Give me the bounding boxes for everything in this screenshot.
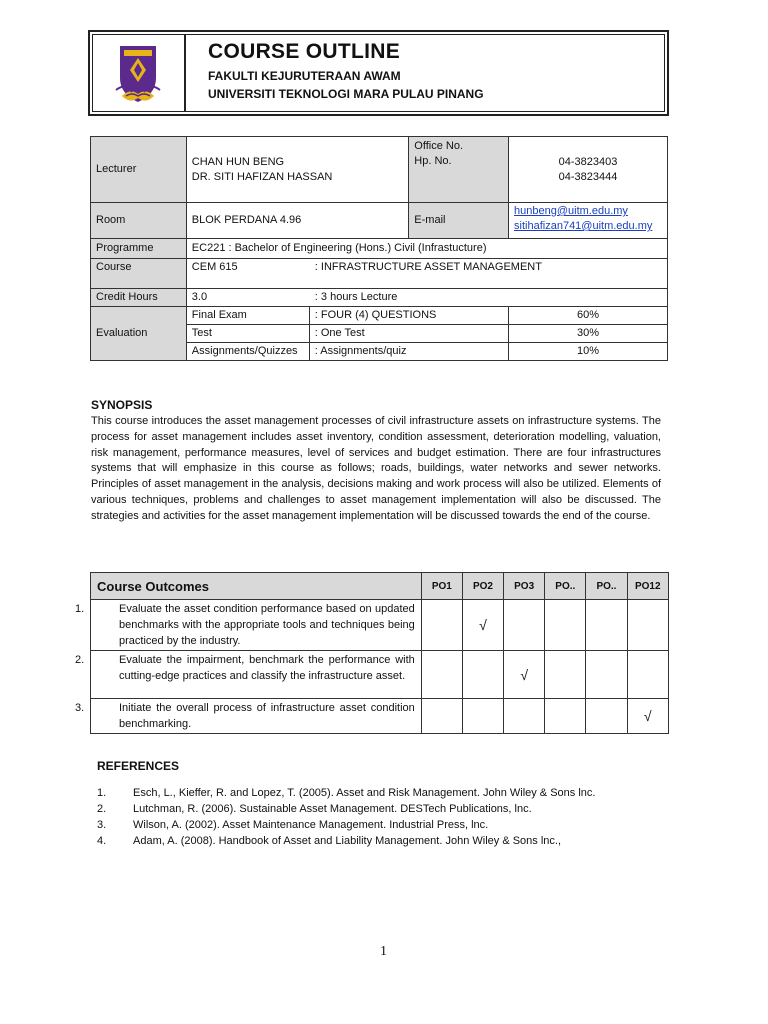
credit-note: : 3 hours Lecture <box>314 291 398 303</box>
po-cell <box>462 651 503 699</box>
course-value <box>186 259 667 289</box>
course-code: CEM 615 <box>191 261 238 273</box>
reference-item <box>97 801 595 817</box>
page-number: 1 <box>380 944 387 959</box>
reference-number: 1. <box>97 787 107 799</box>
evaluation-label: Evaluation <box>91 307 187 361</box>
office-number: 04-3823403 <box>558 155 618 168</box>
eval-desc: : FOUR (4) QUESTIONS <box>309 307 508 325</box>
synopsis-text: This course introduces the asset management processes of civil infrastructure assets on infrastructure systems. The process for asset management includes asset inventory, condition assessment, deterioration modelling, valuation, risk management, performance measures, level of services and budget estimation. There are four infrastructures systems that will emphasize in this course as follows; roads, buildings, water networks and sewer networks. Principles of asset management in the analysis, decisions making and work process will also be utilized. Elements of various techniques, problems and challenges to asset management implementation will also be discussed. The strategies and activities for the asset management implementation will be discussed towards the end of the course. <box>91 415 661 522</box>
check-mark: √ <box>504 651 545 699</box>
hp-number: 04-3823444 <box>558 170 618 183</box>
po-header: PO3 <box>504 573 545 600</box>
references-list <box>97 785 595 849</box>
logo-cell <box>92 34 186 112</box>
university-logo <box>92 34 184 110</box>
eval-pct: 10% <box>509 343 668 361</box>
reference-text: Lutchman, R. (2006). Sustainable Asset Management. DESTech Publications, lnc. <box>133 803 532 815</box>
po-cell <box>504 600 545 651</box>
lecturer-names <box>186 137 409 203</box>
reference-item <box>97 833 595 849</box>
programme-value: EC221 : Bachelor of Engineering (Hons.) Civil (Infrastucture) <box>186 239 667 259</box>
office-hp-label <box>409 137 509 203</box>
hp-no-label: Hp. No. <box>414 155 452 167</box>
po-cell <box>545 600 586 651</box>
po-header: PO.. <box>586 573 627 600</box>
reference-text: Wilson, A. (2002). Asset Maintenance Management. Industrial Press, lnc. <box>133 819 489 831</box>
po-cell <box>586 651 627 699</box>
po-cell <box>545 699 586 734</box>
po-header: PO.. <box>545 573 586 600</box>
reference-text: Adam, A. (2008). Handbook of Asset and Liability Management. John Wiley & Sons lnc., <box>133 835 562 847</box>
room-value: BLOK PERDANA 4.96 <box>186 203 409 239</box>
credit-value <box>186 289 667 307</box>
eval-desc: : Assignments/quiz <box>309 343 508 361</box>
reference-item <box>97 817 595 833</box>
po-cell <box>545 651 586 699</box>
outcome-number: 3. <box>75 702 85 714</box>
email-link-1[interactable]: hunbeng@uitm.edu.my <box>514 205 628 217</box>
course-info-table <box>90 136 668 361</box>
phone-numbers <box>509 137 668 203</box>
programme-label: Programme <box>91 239 187 259</box>
outcome-row <box>75 699 422 734</box>
course-outline-title: COURSE OUTLINE <box>208 40 401 63</box>
references-heading: REFERENCES <box>97 759 180 773</box>
outcome-text: Initiate the overall process of infrastructure asset condition benchmarking. <box>119 702 415 730</box>
course-name: : INFRASTRUCTURE ASSET MANAGEMENT <box>314 261 542 273</box>
outcome-text: Evaluate the asset condition performance based on updated benchmarks with the appropriate tools and techniques being practiced by the industry. <box>119 603 415 647</box>
po-cell <box>627 651 668 699</box>
course-label: Course <box>91 259 187 289</box>
email-label: E-mail <box>409 203 509 239</box>
eval-item: Final Exam <box>186 307 309 325</box>
room-label: Room <box>91 203 187 239</box>
po-cell <box>586 699 627 734</box>
course-outcomes-table <box>75 572 669 734</box>
reference-number: 3. <box>97 819 107 831</box>
eval-desc: : One Test <box>309 325 508 343</box>
po-cell <box>586 600 627 651</box>
po-cell <box>462 699 503 734</box>
po-cell <box>421 699 462 734</box>
po-header: PO12 <box>627 573 668 600</box>
synopsis-heading: SYNOPSIS <box>91 398 153 412</box>
lecturer-name-1: CHAN HUN BENG <box>191 155 285 168</box>
po-cell <box>504 699 545 734</box>
po-header: PO1 <box>421 573 462 600</box>
course-outcomes-heading: Course Outcomes <box>91 573 422 600</box>
reference-number: 4. <box>97 835 107 847</box>
po-cell <box>421 600 462 651</box>
lecturer-label: Lecturer <box>91 137 187 203</box>
outcome-row <box>75 651 422 699</box>
email-link-2[interactable]: sitihafizan741@uitm.edu.my <box>514 220 653 232</box>
po-header: PO2 <box>462 573 503 600</box>
check-mark: √ <box>627 699 668 734</box>
po-cell <box>421 651 462 699</box>
outcome-row <box>75 600 422 651</box>
eval-pct: 30% <box>509 325 668 343</box>
eval-item: Test <box>186 325 309 343</box>
reference-item <box>97 785 595 801</box>
eval-item: Assignments/Quizzes <box>186 343 309 361</box>
university-name: UNIVERSITI TEKNOLOGI MARA PULAU PINANG <box>208 87 484 101</box>
lecturer-name-2: DR. SITI HAFIZAN HASSAN <box>191 170 333 183</box>
outcome-number: 2. <box>75 654 85 666</box>
credit-label: Credit Hours <box>91 289 187 307</box>
email-values <box>509 203 668 239</box>
po-cell <box>627 600 668 651</box>
office-no-label: Office No. <box>414 140 464 152</box>
credit-hours: 3.0 <box>191 291 208 303</box>
reference-number: 2. <box>97 803 107 815</box>
reference-text: Esch, L., Kieffer, R. and Lopez, T. (2005). Asset and Risk Management. John Wiley & Sons lnc. <box>133 787 596 799</box>
eval-pct: 60% <box>509 307 668 325</box>
faculty-name: FAKULTI KEJURUTERAAN AWAM <box>208 69 401 83</box>
outcome-text: Evaluate the impairment, benchmark the performance with cutting-edge practices and classify the infrastructure asset. <box>119 654 415 682</box>
check-mark: √ <box>462 600 503 651</box>
outcome-number: 1. <box>75 603 85 615</box>
